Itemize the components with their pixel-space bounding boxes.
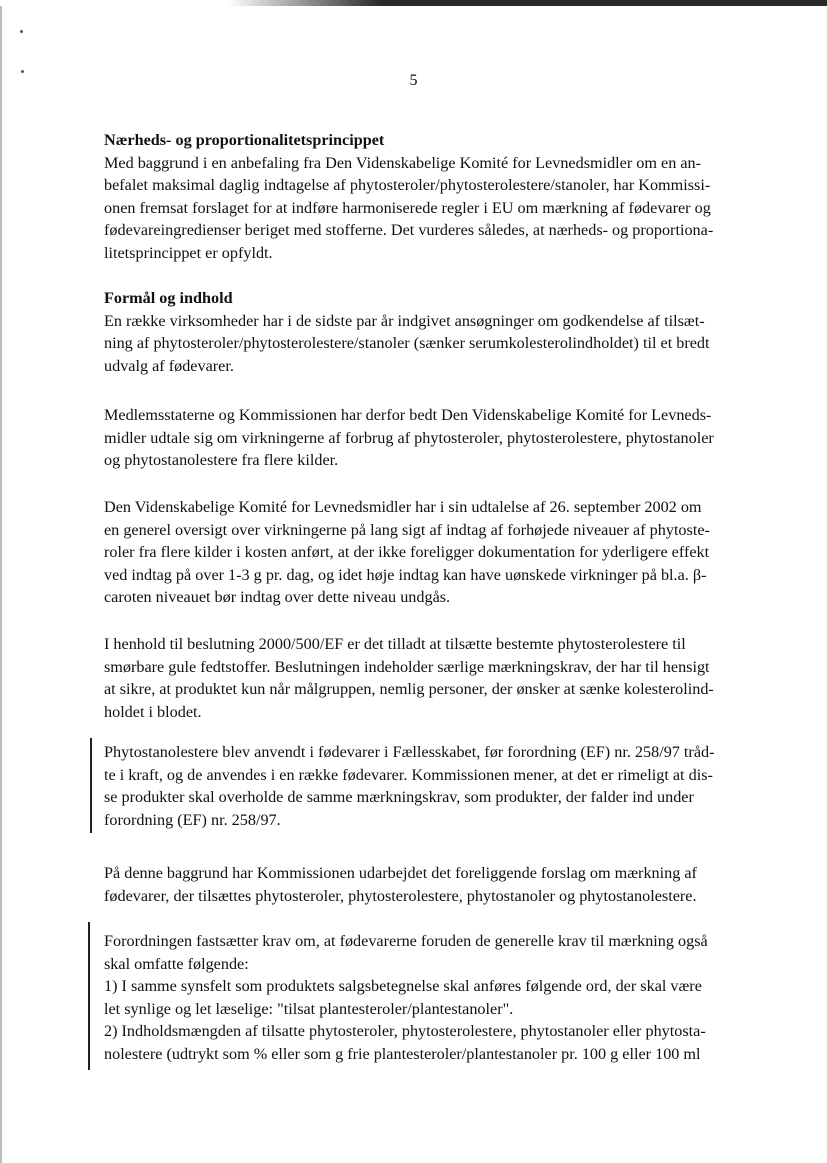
- section-purpose: [104, 287, 736, 377]
- text-line: litetsprincippet er opfyldt.: [104, 243, 273, 262]
- text-line: nolestere (udtrykt som % eller som g frie plantesteroler/plantestanoler pr. 100 g eller 100 ml: [104, 1044, 701, 1063]
- change-bar: [90, 738, 92, 833]
- text-line: midler udtale sig om virkningerne af forbrug af phytosteroler, phytosterolestere, phytostanoler: [104, 428, 714, 447]
- list-item: 2) Indholdsmængden af tilsatte phytosteroler, phytosterolestere, phytostanoler eller phytosta-: [104, 1022, 706, 1041]
- text-line: Medlemsstaterne og Kommissionen har derfor bedt Den Videnskabelige Komité for Levneds-: [104, 406, 712, 424]
- paragraph-proposal: [104, 862, 736, 907]
- text-line: te i kraft, og de anvendes i en række fødevarer. Kommissionen mener, at det er rimeligt at dis-: [104, 765, 713, 784]
- text-line: en generel oversigt over virkningerne på lang sigt af indtag af forhøjede niveauer af phytoste-: [104, 520, 710, 539]
- change-bar: [88, 922, 90, 1070]
- paragraph-member-states: [104, 404, 736, 472]
- text-line: ved indtag på over 1-3 g pr. dag, og idet høje indtag kan have uønskede virkninger på bl.a. β-: [104, 565, 707, 584]
- text-line: I henhold til beslutning 2000/500/EF er det tilladt at tilsætte bestemte phytosterolestere til: [104, 635, 686, 653]
- scan-top-edge-fade: [0, 0, 380, 6]
- text-line: Den Videnskabelige Komité for Levnedsmidler har i sin udtalelse af 26. september 2002 om: [104, 498, 702, 516]
- text-line: fødevareingredienser beriget med stofferne. Det vurderes således, at nærheds- og proportiona-: [104, 221, 714, 240]
- text-line: at sikre, at produktet kun når målgruppen, nemlig personer, der ønsker at sænke kolesterolind-: [104, 680, 714, 699]
- paragraph-committee-opinion: [104, 496, 736, 609]
- text-line: På denne baggrund har Kommissionen udarbejdet det foreliggende forslag om mærkning af: [104, 864, 697, 882]
- text-line: befalet maksimal daglig indtagelse af phytosteroler/phytosterolestere/stanoler, har Kommissi-: [104, 176, 711, 195]
- text-line: roler fra flere kilder i kosten anført, at der ikke foreligger dokumentation for yderligere effekt: [104, 543, 710, 562]
- text-line: Forordningen fastsætter krav om, at fødevarerne foruden de generelle krav til mærkning også: [104, 932, 708, 950]
- text-line: forordning (EF) nr. 258/97.: [104, 810, 281, 829]
- text-line: Med baggrund i en anbefaling fra Den Videnskabelige Komité for Levnedsmidler om en an-: [104, 153, 702, 172]
- text-line: fødevarer, der tilsættes phytosteroler, phytosterolestere, phytostanoler og phytostanolestere.: [104, 886, 697, 905]
- paragraph-phytostanol: [104, 741, 736, 831]
- text-line: let synlige og let læselige: "tilsat plantesteroler/plantestanoler".: [104, 999, 514, 1018]
- text-line: se produkter skal overholde de samme mærkningskrav, som produkter, der falder ind under: [104, 788, 694, 807]
- paragraph-decision: [104, 633, 736, 723]
- scan-speck: [20, 30, 23, 33]
- section-heading: Formål og indhold: [104, 289, 233, 307]
- text-line: onen fremsat forslaget for at indføre harmoniserede regler i EU om mærkning af fødevarer og: [104, 198, 711, 217]
- section-heading: Nærheds- og proportionalitetsprincippet: [104, 131, 385, 149]
- section-subsidiarity: [104, 129, 736, 265]
- text-line: holdet i blodet.: [104, 702, 202, 721]
- paragraph-requirements: [104, 930, 736, 1066]
- text-line: skal omfatte følgende:: [104, 954, 249, 973]
- page-number: 5: [409, 72, 418, 89]
- text-line: En række virksomheder har i de sidste par år indgivet ansøgninger om godkendelse af tilsæt-: [104, 311, 705, 330]
- text-line: smørbare gule fedtstoffer. Beslutningen indeholder særlige mærkningskrav, der har til hensigt: [104, 657, 710, 676]
- list-item: 1) I samme synsfelt som produktets salgsbetegnelse skal anføres følgende ord, der skal være: [104, 977, 702, 996]
- text-line: og phytostanolestere fra flere kilder.: [104, 451, 339, 470]
- text-line: ning af phytosteroler/phytosterolestere/stanoler (sænker serumkolesterolindholdet) til et bredt: [104, 334, 710, 353]
- text-line: udvalg af fødevarer.: [104, 356, 234, 375]
- text-line: caroten niveauet bør indtag over dette niveau undgås.: [104, 588, 451, 607]
- scan-left-edge: [0, 6, 2, 1163]
- text-line: Phytostanolestere blev anvendt i fødevarer i Fællesskabet, før forordning (EF) nr. 258/97 tråd-: [104, 743, 715, 761]
